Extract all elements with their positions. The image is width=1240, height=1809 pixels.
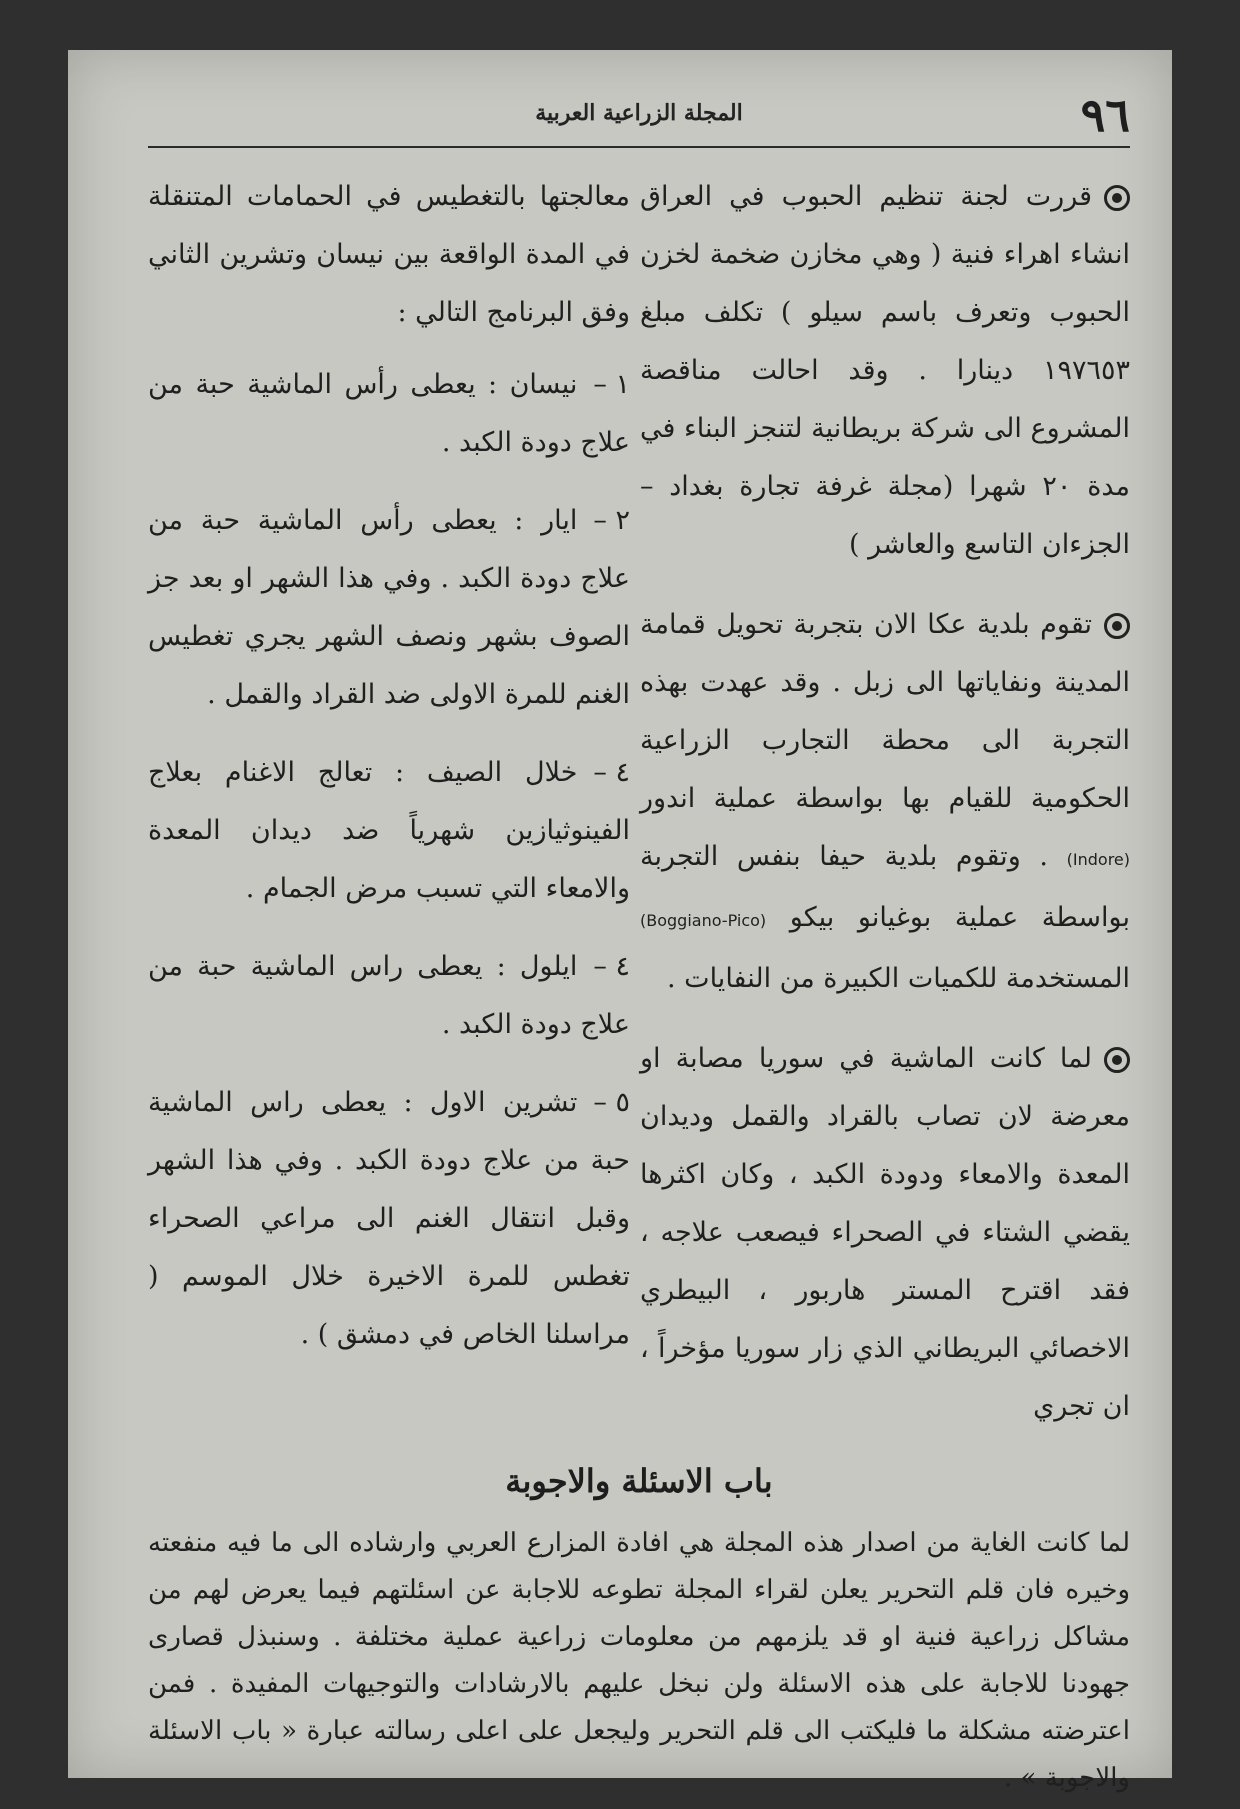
program-step: [148, 356, 630, 472]
step-text: خلال الصيف : تعالج الاغنام بعلاج الفينوثيازين شهرياً ضد ديدان المعدة والامعاء التي تسبب مرض الجمام .: [148, 757, 630, 904]
program-step: [148, 1074, 630, 1364]
latin-term: (Boggiano-Pico): [640, 911, 767, 930]
header-rule: [148, 146, 1130, 148]
section-body: لما كانت الغاية من اصدار هذه المجلة هي افادة المزارع العربي وارشاده الى ما فيه منفعته وخيره فان قلم التحرير يعلن لقراء المجلة تطوعه للاجابة عن اسئلتهم فيما يعرض لهم من مشاكل زراعية فنية او قد يلزمهم من معلومات زراعية عملية مختلفة . وسنبذل قصارى جهودنا للاجابة على هذه الاسئلة ولن نبخل عليهم بالارشادات والتوجيهات المفيدة . فمن اعترضته مشكلة ما فليكتب الى قلم التحرير وليجعل على اعلى رسالته عبارة « باب الاسئلة والاجوبة » .: [148, 1528, 1130, 1793]
news-item-text: المستخدمة للكميات الكبيرة من النفايات .: [667, 963, 1130, 994]
news-item: [640, 1030, 1130, 1436]
left-column: [148, 168, 630, 1384]
scanned-page: [68, 50, 1172, 1793]
page-number: ٩٦: [1080, 88, 1130, 142]
news-item-text: لما كانت الماشية في سوريا مصابة او معرضة لان تصاب بالقراد والقمل وديدان المعدة والامعاء ودودة الكبد ، وكان اكثرها يقضي الشتاء في الصحراء فيصعب علاجه ، فقد اقترح المستر هاربور ، البيطري الاخصائي البريطاني الذي زار سوريا مؤخراً ، ان تجري: [640, 1043, 1130, 1422]
right-column: [640, 168, 1130, 1458]
news-item-text: قررت لجنة تنظيم الحبوب في العراق انشاء اهراء فنية ( وهي مخازن ضخمة لخزن الحبوب وتعرف باسم سيلو ) تكلف مبلغ ١٩٧٦٥٣ دينارا . وقد احالت مناقصة المشروع الى شركة بريطانية لتنجز البناء في مدة ٢٠ شهرا (مجلة غرفة تجارة بغداد – الجزءان التاسع والعاشر ): [640, 181, 1130, 560]
news-item: [640, 596, 1130, 1008]
step-number: ٥ –: [593, 1087, 630, 1118]
program-step: [148, 938, 630, 1054]
program-intro: معالجتها بالتغطيس في الحمامات المتنقلة في المدة الواقعة بين نيسان وتشرين الثاني وفق البرنامج التالي :: [148, 181, 630, 328]
running-head: المجلة الزراعية العربية: [535, 100, 743, 126]
latin-term: (Indore): [1066, 850, 1130, 869]
news-item-text: . وتقوم بلدية حيفا بنفس التجربة بواسطة عملية بوغيانو بيكو: [640, 841, 1130, 933]
page-header: [148, 88, 1130, 142]
step-number: ٤ –: [593, 757, 630, 788]
step-number: ١ –: [593, 369, 630, 400]
news-item: [640, 168, 1130, 574]
rosette-bullet-icon: [1104, 613, 1130, 639]
step-text: تشرين الاول : يعطى راس الماشية حبة من علاج دودة الكبد . وفي هذا الشهر وقبل انتقال الغنم الى مراعي الصحراء تغطس للمرة الاخيرة خلال الموسم ( مراسلنا الخاص في دمشق ) .: [148, 1087, 630, 1350]
rosette-bullet-icon: [1104, 185, 1130, 211]
step-text: ايار : يعطى رأس الماشية حبة من علاج دودة الكبد . وفي هذا الشهر او بعد جز الصوف بشهر ونصف الشهر يجري تغطيس الغنم للمرة الاولى ضد القراد والقمل .: [148, 505, 630, 710]
step-text: نيسان : يعطى رأس الماشية حبة من علاج دودة الكبد .: [148, 369, 630, 458]
program-step: [148, 492, 630, 724]
step-text: ايلول : يعطى راس الماشية حبة من علاج دودة الكبد .: [148, 951, 630, 1040]
news-item-text: تقوم بلدية عكا الان بتجربة تحويل قمامة المدينة ونفاياتها الى زبل . وقد عهدت بهذه التجربة الى محطة التجارب الزراعية الحكومية للقيام بها بواسطة عملية اندور: [640, 609, 1130, 814]
rosette-bullet-icon: [1104, 1047, 1130, 1073]
section-title: باب الاسئلة والاجوبة: [505, 1462, 773, 1500]
step-number: ٢ –: [593, 505, 630, 536]
program-step: [148, 744, 630, 918]
step-number: ٤ –: [593, 951, 630, 982]
